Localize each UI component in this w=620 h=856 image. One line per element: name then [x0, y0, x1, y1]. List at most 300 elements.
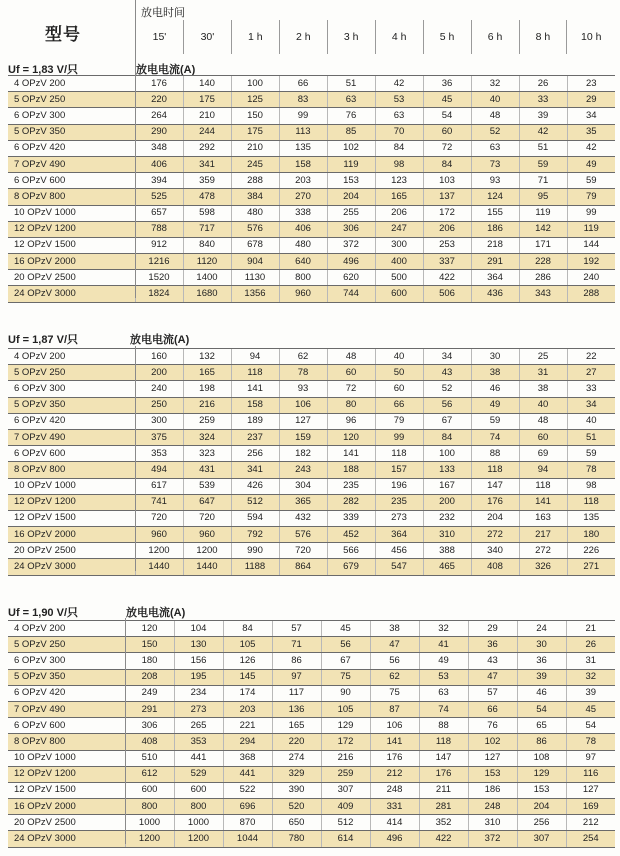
current-value-cell: 441 — [223, 766, 272, 782]
current-value-cell: 45 — [321, 621, 370, 637]
table-row — [8, 254, 615, 270]
current-value-cell: 960 — [183, 527, 231, 543]
current-value-cell: 288 — [231, 173, 279, 189]
current-value-cell: 129 — [321, 718, 370, 734]
current-value-cell: 167 — [423, 478, 471, 494]
current-value-cell: 71 — [272, 637, 321, 653]
current-value-cell: 1200 — [174, 831, 223, 847]
table-row — [8, 815, 615, 831]
current-value-cell: 84 — [423, 429, 471, 445]
current-value-cell: 57 — [272, 621, 321, 637]
current-value-cell: 67 — [423, 413, 471, 429]
current-value-cell: 94 — [519, 462, 567, 478]
current-value-cell: 409 — [321, 799, 370, 815]
current-value-cell: 200 — [423, 494, 471, 510]
model-column-divider-3 — [125, 618, 126, 844]
current-value-cell: 23 — [567, 76, 615, 92]
current-value-cell: 67 — [321, 653, 370, 669]
current-value-cell: 29 — [567, 92, 615, 108]
current-value-cell: 124 — [471, 189, 519, 205]
current-value-cell: 51 — [567, 429, 615, 445]
current-value-cell: 598 — [183, 205, 231, 221]
current-value-cell: 273 — [174, 701, 223, 717]
current-value-cell: 34 — [567, 397, 615, 413]
current-value-cell: 432 — [279, 510, 327, 526]
time-column-header: 4 h — [375, 20, 423, 54]
current-value-cell: 255 — [327, 205, 375, 221]
current-value-cell: 720 — [279, 543, 327, 559]
current-value-cell: 78 — [566, 734, 615, 750]
current-value-cell: 155 — [471, 205, 519, 221]
current-value-cell: 105 — [321, 701, 370, 717]
model-cell: 12 OPzV 1200 — [8, 766, 125, 782]
current-value-cell: 99 — [375, 429, 423, 445]
section-3-subtitle: 放电电流(A) — [126, 607, 186, 619]
table-row — [8, 653, 615, 669]
current-value-cell: 157 — [375, 462, 423, 478]
current-value-cell: 153 — [517, 782, 566, 798]
current-value-cell: 26 — [519, 76, 567, 92]
table-row — [8, 221, 615, 237]
current-value-cell: 436 — [471, 286, 519, 302]
current-value-cell: 147 — [471, 478, 519, 494]
current-value-cell: 56 — [370, 653, 419, 669]
current-value-cell: 53 — [419, 669, 468, 685]
current-value-cell: 59 — [567, 446, 615, 462]
current-value-cell: 34 — [423, 349, 471, 365]
current-value-cell: 126 — [223, 653, 272, 669]
current-value-cell: 310 — [423, 527, 471, 543]
current-value-cell: 235 — [375, 494, 423, 510]
current-value-cell: 102 — [327, 140, 375, 156]
current-value-cell: 127 — [566, 782, 615, 798]
model-cell: 8 OPzV 800 — [8, 462, 135, 478]
current-value-cell: 100 — [423, 446, 471, 462]
current-value-cell: 88 — [419, 718, 468, 734]
current-value-cell: 1200 — [183, 543, 231, 559]
current-value-cell: 206 — [375, 205, 423, 221]
current-value-cell: 49 — [419, 653, 468, 669]
current-value-cell: 353 — [135, 446, 183, 462]
current-value-cell: 31 — [519, 365, 567, 381]
table-row — [8, 270, 615, 286]
current-value-cell: 211 — [419, 782, 468, 798]
current-value-cell: 232 — [423, 510, 471, 526]
current-value-cell: 339 — [327, 510, 375, 526]
table-row — [8, 189, 615, 205]
current-value-cell: 620 — [327, 270, 375, 286]
current-value-cell: 288 — [567, 286, 615, 302]
current-value-cell: 174 — [223, 685, 272, 701]
current-value-cell: 640 — [279, 254, 327, 270]
model-cell: 6 OPzV 300 — [8, 653, 125, 669]
current-value-cell: 506 — [423, 286, 471, 302]
current-value-cell: 800 — [279, 270, 327, 286]
current-value-cell: 159 — [279, 429, 327, 445]
current-value-cell: 408 — [125, 734, 174, 750]
current-value-cell: 248 — [468, 799, 517, 815]
current-value-cell: 870 — [223, 815, 272, 831]
model-cell: 6 OPzV 420 — [8, 140, 135, 156]
current-value-cell: 30 — [517, 637, 566, 653]
current-value-cell: 25 — [519, 349, 567, 365]
current-value-cell: 359 — [183, 173, 231, 189]
current-value-cell: 990 — [231, 543, 279, 559]
current-value-cell: 73 — [471, 156, 519, 172]
model-cell: 10 OPzV 1000 — [8, 478, 135, 494]
current-value-cell: 50 — [375, 365, 423, 381]
table-row — [8, 478, 615, 494]
model-cell: 24 OPzV 3000 — [8, 286, 135, 302]
current-value-cell: 206 — [423, 221, 471, 237]
current-value-cell: 63 — [327, 92, 375, 108]
current-value-cell: 375 — [135, 429, 183, 445]
current-value-cell: 431 — [183, 462, 231, 478]
current-value-cell: 45 — [566, 701, 615, 717]
time-column-header: 2 h — [279, 20, 327, 54]
current-value-cell: 119 — [519, 205, 567, 221]
current-value-cell: 1200 — [125, 831, 174, 847]
current-value-cell: 210 — [231, 140, 279, 156]
current-value-cell: 97 — [566, 750, 615, 766]
current-value-cell: 156 — [174, 653, 223, 669]
model-cell: 5 OPzV 350 — [8, 397, 135, 413]
current-value-cell: 422 — [419, 831, 468, 847]
current-value-cell: 100 — [231, 76, 279, 92]
current-value-cell: 525 — [135, 189, 183, 205]
current-value-cell: 1440 — [183, 559, 231, 575]
current-value-cell: 220 — [272, 734, 321, 750]
current-value-cell: 294 — [223, 734, 272, 750]
section-1-subtitle: 放电电流(A) — [136, 64, 196, 76]
current-value-cell: 326 — [519, 559, 567, 575]
current-value-cell: 116 — [566, 766, 615, 782]
current-value-cell: 52 — [471, 124, 519, 140]
current-value-cell: 273 — [375, 510, 423, 526]
current-value-cell: 79 — [375, 413, 423, 429]
current-value-cell: 304 — [279, 478, 327, 494]
table-row — [8, 76, 615, 92]
current-value-cell: 249 — [125, 685, 174, 701]
current-value-cell: 32 — [419, 621, 468, 637]
current-value-cell: 510 — [125, 750, 174, 766]
current-value-cell: 42 — [375, 76, 423, 92]
current-value-cell: 256 — [517, 815, 566, 831]
current-value-cell: 338 — [279, 205, 327, 221]
model-cell: 20 OPzV 2500 — [8, 815, 125, 831]
current-value-cell: 76 — [327, 108, 375, 124]
current-value-cell: 62 — [370, 669, 419, 685]
current-value-cell: 158 — [231, 397, 279, 413]
current-value-cell: 539 — [183, 478, 231, 494]
current-value-cell: 97 — [272, 669, 321, 685]
model-cell: 8 OPzV 800 — [8, 189, 135, 205]
current-value-cell: 63 — [375, 108, 423, 124]
current-value-cell: 290 — [135, 124, 183, 140]
current-value-cell: 93 — [279, 381, 327, 397]
current-value-cell: 104 — [174, 621, 223, 637]
current-value-cell: 216 — [183, 397, 231, 413]
table-row — [8, 286, 615, 302]
current-value-cell: 39 — [566, 685, 615, 701]
model-cell: 4 OPzV 200 — [8, 621, 125, 637]
current-value-cell: 341 — [183, 156, 231, 172]
model-cell: 7 OPzV 490 — [8, 156, 135, 172]
current-value-cell: 324 — [183, 429, 231, 445]
current-value-cell: 800 — [125, 799, 174, 815]
current-value-cell: 617 — [135, 478, 183, 494]
current-value-cell: 103 — [423, 173, 471, 189]
current-value-cell: 30 — [471, 349, 519, 365]
current-value-cell: 129 — [517, 766, 566, 782]
model-cell: 10 OPzV 1000 — [8, 750, 125, 766]
current-value-cell: 204 — [517, 799, 566, 815]
current-value-cell: 118 — [231, 365, 279, 381]
table-row — [8, 429, 615, 445]
current-value-cell: 228 — [519, 254, 567, 270]
model-column-divider-2 — [135, 346, 136, 571]
current-value-cell: 47 — [468, 669, 517, 685]
current-value-cell: 176 — [135, 76, 183, 92]
current-value-cell: 840 — [183, 237, 231, 253]
current-value-cell: 414 — [370, 815, 419, 831]
current-value-cell: 75 — [321, 669, 370, 685]
table-row — [8, 140, 615, 156]
current-value-cell: 512 — [321, 815, 370, 831]
current-value-cell: 291 — [471, 254, 519, 270]
current-value-cell: 60 — [519, 429, 567, 445]
current-value-cell: 72 — [423, 140, 471, 156]
current-value-cell: 32 — [566, 669, 615, 685]
table-row — [8, 462, 615, 478]
current-value-cell: 286 — [519, 270, 567, 286]
current-value-cell: 43 — [468, 653, 517, 669]
time-column-header: 5 h — [423, 20, 471, 54]
current-value-cell: 384 — [231, 189, 279, 205]
current-value-cell: 99 — [567, 205, 615, 221]
current-value-cell: 78 — [279, 365, 327, 381]
current-value-cell: 323 — [183, 446, 231, 462]
model-cell: 8 OPzV 800 — [8, 734, 125, 750]
current-value-cell: 79 — [567, 189, 615, 205]
current-value-cell: 130 — [174, 637, 223, 653]
current-value-cell: 66 — [375, 397, 423, 413]
model-cell: 7 OPzV 490 — [8, 701, 125, 717]
current-value-cell: 41 — [419, 637, 468, 653]
current-value-cell: 717 — [183, 221, 231, 237]
current-value-cell: 372 — [468, 831, 517, 847]
current-value-cell: 216 — [321, 750, 370, 766]
current-value-cell: 33 — [567, 381, 615, 397]
model-cell: 10 OPzV 1000 — [8, 205, 135, 221]
current-value-cell: 426 — [231, 478, 279, 494]
current-value-cell: 127 — [468, 750, 517, 766]
current-value-cell: 48 — [327, 349, 375, 365]
current-value-cell: 88 — [471, 446, 519, 462]
current-value-cell: 96 — [327, 413, 375, 429]
current-value-cell: 106 — [370, 718, 419, 734]
current-value-cell: 306 — [327, 221, 375, 237]
current-value-cell: 478 — [183, 189, 231, 205]
current-value-cell: 512 — [231, 494, 279, 510]
current-value-cell: 141 — [519, 494, 567, 510]
current-value-cell: 364 — [471, 270, 519, 286]
table-row — [8, 637, 615, 653]
current-value-cell: 59 — [519, 156, 567, 172]
current-value-cell: 74 — [419, 701, 468, 717]
current-value-cell: 125 — [231, 92, 279, 108]
current-value-cell: 33 — [519, 92, 567, 108]
current-value-cell: 118 — [567, 494, 615, 510]
current-value-cell: 576 — [231, 221, 279, 237]
current-value-cell: 90 — [321, 685, 370, 701]
current-value-cell: 60 — [375, 381, 423, 397]
current-value-cell: 307 — [517, 831, 566, 847]
table-row — [8, 669, 615, 685]
time-column-header: 6 h — [471, 20, 519, 54]
table-row — [8, 621, 615, 637]
current-value-cell: 142 — [519, 221, 567, 237]
time-column-header: 3 h — [327, 20, 375, 54]
current-value-cell: 98 — [567, 478, 615, 494]
current-value-cell: 49 — [567, 156, 615, 172]
model-cell: 6 OPzV 600 — [8, 446, 135, 462]
current-value-cell: 300 — [135, 413, 183, 429]
discharge-table-3 — [8, 620, 615, 848]
current-value-cell: 212 — [370, 766, 419, 782]
current-value-cell: 59 — [471, 413, 519, 429]
current-value-cell: 372 — [327, 237, 375, 253]
current-value-cell: 368 — [223, 750, 272, 766]
current-value-cell: 140 — [183, 76, 231, 92]
current-value-cell: 85 — [327, 124, 375, 140]
current-value-cell: 600 — [125, 782, 174, 798]
current-value-cell: 365 — [279, 494, 327, 510]
current-value-cell: 70 — [375, 124, 423, 140]
current-value-cell: 270 — [279, 189, 327, 205]
current-value-cell: 133 — [423, 462, 471, 478]
current-value-cell: 331 — [370, 799, 419, 815]
current-value-cell: 127 — [279, 413, 327, 429]
model-cell: 4 OPzV 200 — [8, 76, 135, 92]
current-value-cell: 1356 — [231, 286, 279, 302]
current-value-cell: 212 — [566, 815, 615, 831]
current-value-cell: 113 — [279, 124, 327, 140]
current-value-cell: 39 — [517, 669, 566, 685]
table-row — [8, 701, 615, 717]
current-value-cell: 203 — [279, 173, 327, 189]
current-value-cell: 94 — [231, 349, 279, 365]
current-value-cell: 441 — [174, 750, 223, 766]
model-cell: 5 OPzV 250 — [8, 365, 135, 381]
current-value-cell: 165 — [183, 365, 231, 381]
current-value-cell: 108 — [517, 750, 566, 766]
current-value-cell: 119 — [327, 156, 375, 172]
table-row — [8, 718, 615, 734]
current-value-cell: 400 — [375, 254, 423, 270]
model-cell: 12 OPzV 1500 — [8, 782, 125, 798]
current-value-cell: 282 — [327, 494, 375, 510]
current-value-cell: 306 — [125, 718, 174, 734]
current-value-cell: 1000 — [174, 815, 223, 831]
current-value-cell: 118 — [419, 734, 468, 750]
current-value-cell: 48 — [519, 413, 567, 429]
table-row — [8, 766, 615, 782]
current-value-cell: 292 — [183, 140, 231, 156]
current-value-cell: 566 — [327, 543, 375, 559]
current-value-cell: 40 — [567, 413, 615, 429]
current-value-cell: 78 — [567, 462, 615, 478]
current-value-cell: 123 — [375, 173, 423, 189]
time-column-header: 10 h — [567, 20, 615, 54]
current-value-cell: 38 — [519, 381, 567, 397]
current-value-cell: 529 — [174, 766, 223, 782]
current-value-cell: 388 — [423, 543, 471, 559]
current-value-cell: 56 — [321, 637, 370, 653]
current-value-cell: 135 — [279, 140, 327, 156]
current-value-cell: 496 — [370, 831, 419, 847]
current-value-cell: 24 — [517, 621, 566, 637]
current-value-cell: 394 — [135, 173, 183, 189]
current-value-cell: 51 — [519, 140, 567, 156]
current-value-cell: 343 — [519, 286, 567, 302]
model-cell: 24 OPzV 3000 — [8, 831, 125, 847]
current-value-cell: 912 — [135, 237, 183, 253]
current-value-cell: 63 — [419, 685, 468, 701]
current-value-cell: 291 — [125, 701, 174, 717]
current-value-cell: 99 — [279, 108, 327, 124]
current-value-cell: 679 — [327, 559, 375, 575]
table-row — [8, 156, 615, 172]
model-cell: 6 OPzV 420 — [8, 685, 125, 701]
current-value-cell: 744 — [327, 286, 375, 302]
current-value-cell: 406 — [135, 156, 183, 172]
current-value-cell: 60 — [423, 124, 471, 140]
current-value-cell: 500 — [375, 270, 423, 286]
current-value-cell: 256 — [231, 446, 279, 462]
current-value-cell: 150 — [125, 637, 174, 653]
current-value-cell: 245 — [231, 156, 279, 172]
current-value-cell: 35 — [567, 124, 615, 140]
section-1-title: Uf = 1,83 V/只 — [8, 64, 79, 76]
table-row — [8, 559, 615, 575]
current-value-cell: 240 — [135, 381, 183, 397]
current-value-cell: 1044 — [223, 831, 272, 847]
table-row — [8, 446, 615, 462]
current-value-cell: 87 — [370, 701, 419, 717]
current-value-cell: 163 — [519, 510, 567, 526]
current-value-cell: 36 — [468, 637, 517, 653]
current-value-cell: 594 — [231, 510, 279, 526]
current-value-cell: 153 — [327, 173, 375, 189]
current-value-cell: 240 — [567, 270, 615, 286]
table-row — [8, 92, 615, 108]
current-value-cell: 39 — [519, 108, 567, 124]
current-value-cell: 66 — [468, 701, 517, 717]
current-value-cell: 84 — [423, 156, 471, 172]
current-value-cell: 274 — [272, 750, 321, 766]
table-row — [8, 124, 615, 140]
time-header-row — [135, 20, 615, 54]
current-value-cell: 98 — [375, 156, 423, 172]
current-value-cell: 136 — [272, 701, 321, 717]
current-value-cell: 21 — [566, 621, 615, 637]
model-cell: 5 OPzV 250 — [8, 637, 125, 653]
discharge-table-1 — [8, 75, 615, 303]
current-value-cell: 74 — [471, 429, 519, 445]
current-value-cell: 160 — [135, 349, 183, 365]
current-value-cell: 221 — [223, 718, 272, 734]
